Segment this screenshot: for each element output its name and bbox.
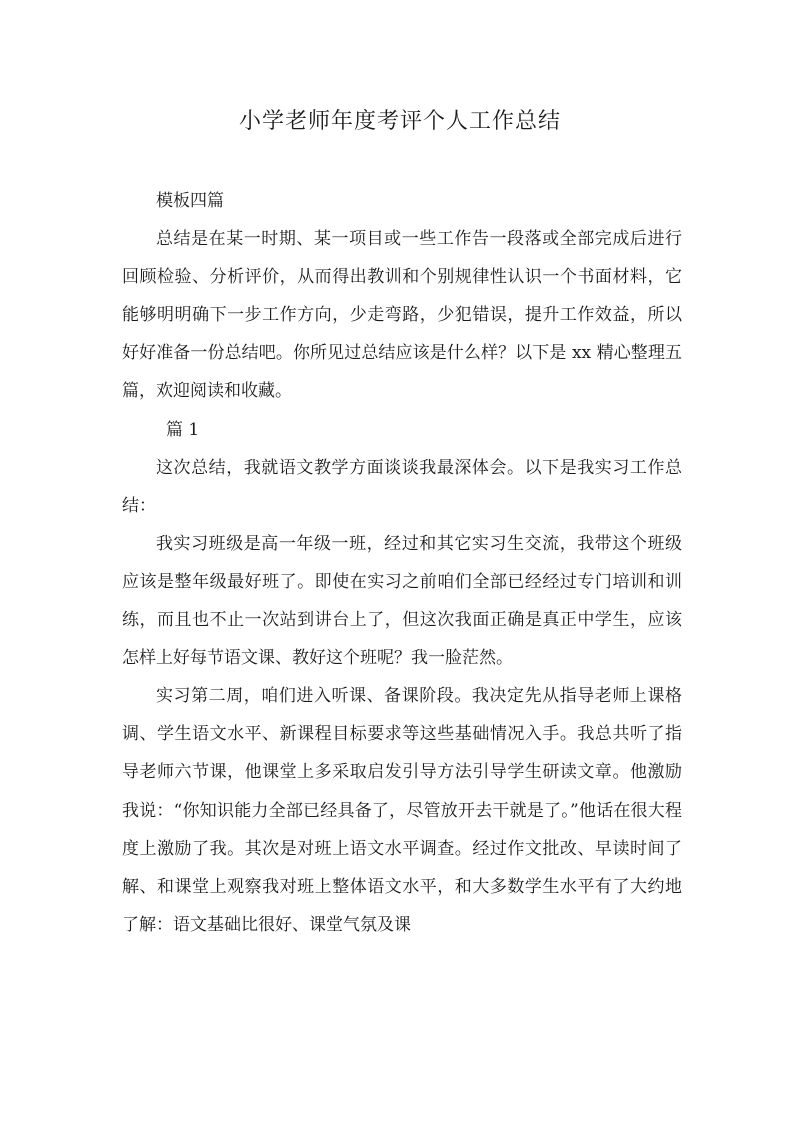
- subtitle-paragraph: 模板四篇: [156, 191, 224, 211]
- intro-paragraph: 总结是在某一时期、某一项目或一些工作告一段落或全部完成后进行回顾检验、分析评价，从而得出教训和个别规律性认识一个书面材料，它能够明明确下一步工作方向，少走弯路，少犯错误，提升工作效益，所以好好准备一份总结吧。你所见过总结应该是什么样？以下是 xx 精心整理五篇，欢迎阅读和收藏。: [122, 229, 682, 402]
- document-body: [122, 182, 682, 944]
- body-paragraph: 实习第二周，咱们进入听课、备课阶段。我决定先从指导老师上课格调、学生语文水平、新课程目标要求等这些基础情况入手。我总共听了指导老师六节课，他课堂上多采取启发引导方法引导学生研读文章。他激励我说：“你知识能力全部已经具备了，尽管放开去干就是了。”他话在很大程度上激励了我。其次是对班上语文水平调查。经过作文批改、早读时间了解、和课堂上观察我对班上整体语文水平，和大多数学生水平有了大约地了解：语文基础比很好、课堂气氛及课: [122, 686, 682, 935]
- document-title: 小学老师年度考评个人工作总结: [238, 109, 561, 134]
- body-paragraph: 我实习班级是高一年级一班，经过和其它实习生交流，我带这个班级应该是整年级最好班了。即使在实习之前咱们全部已经经过专门培训和训练，而且也不止一次站到讲台上了，但这次我面正确是真正中学生，应该怎样上好每节语文课、教好这个班呢？我一脸茫然。: [122, 533, 682, 669]
- section-heading: 篇 1: [166, 419, 200, 440]
- body-paragraph: 这次总结，我就语文教学方面谈谈我最深体会。以下是我实习工作总结：: [122, 457, 682, 516]
